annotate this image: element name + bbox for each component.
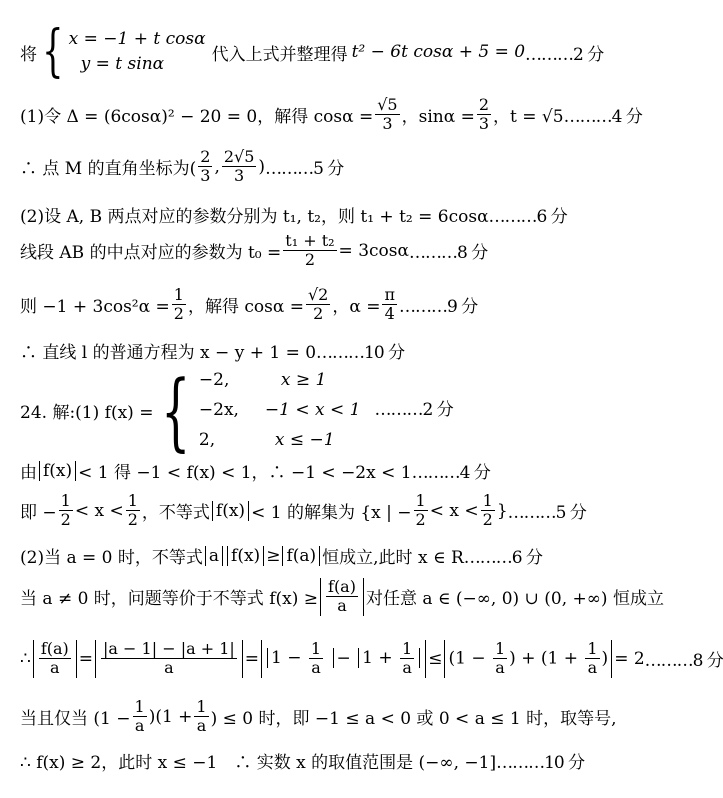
case-row [199,426,453,456]
fraction-numerator: 1 [134,697,145,716]
text-a: (1)令 Δ = (6cosα)² − 20 = 0，解得 cosα = [20,107,374,128]
fraction-sin [477,96,491,134]
fraction-numerator: 1 [494,639,506,658]
left-brace: { [161,361,191,460]
fraction [194,698,208,736]
score: ………10 分 [496,753,585,773]
term: 1 − [455,648,486,669]
text-a: 则 −1 + 3cos²α = [20,297,170,318]
equals: = [244,648,260,669]
line-bound [20,640,723,678]
score: ………6 分 [488,207,567,227]
text: ∴ f(x) ≥ 2，此时 x ≤ −1 ∴ 实数 x 的取值范围是 (−∞, −1] [20,753,497,773]
text-b: 对任意 a ∈ (−∞, 0) ∪ (0, +∞) 恒成立 [365,589,664,610]
absolute-value: f(x) [212,501,249,521]
fraction-denominator: a [402,658,412,678]
fraction-denominator: a [337,596,347,616]
text-d: < 1 的解集为 {x | − [251,503,412,524]
line-line-equation [20,338,404,363]
fraction-denominator: a [311,658,321,678]
absolute-value [358,639,420,678]
fraction-denominator: 2 [304,250,315,270]
fraction-denominator: a [134,716,145,736]
fraction [39,640,71,678]
fraction-numerator: 1 [310,639,322,658]
line-alpha [20,286,477,324]
text-prefix: 将 [20,44,37,65]
term: 1 + [362,648,393,669]
fraction-denominator: 2 [173,304,184,324]
equation-y: y = t sinα [80,54,165,74]
absolute-value: 1 − $\frac{1}{a}$ − 1 + $\frac{1}{a}$ [261,640,426,678]
fraction-cos [375,96,399,134]
fraction-numerator: 1 [60,491,71,510]
fraction-denominator: 2 [313,304,324,324]
fraction-numerator: π [384,285,395,304]
score: ………10 分 [316,343,405,363]
text-b: )(1 + [148,706,193,727]
fraction-numerator: √5 [377,95,398,114]
fraction [585,640,599,678]
absolute-value: f(x) [227,546,264,566]
fraction-denominator: a [196,716,207,736]
text-a: 当且仅当 (1 − [20,709,131,730]
case-value: −2x, [198,399,239,420]
piecewise-cases [199,366,453,455]
fraction-denominator: 3 [200,166,211,186]
text-a: 即 − [20,503,57,524]
line-a-nonzero [20,578,664,616]
fraction-pi [382,286,397,324]
absolute-value: f(a) [282,546,320,566]
fraction [414,492,428,530]
text-a: 由 [20,463,37,483]
term: 1 − [271,648,302,669]
score: ………4 分 [411,463,490,483]
line-from [20,458,490,483]
absolute-value [33,640,77,678]
case-row [199,366,453,396]
fraction-numerator: f(a) [40,639,69,658]
absolute-value: a [205,546,223,566]
text-c: ，t = √5 [493,107,564,128]
fraction-numerator: 2√5 [223,147,255,166]
text-a: 线段 AB 的中点对应的参数为 t₀ = [20,243,282,264]
score: ………5 分 [507,503,586,524]
fraction-root2 [306,286,330,324]
text-a: (2)当 a = 0 时，不等式 [20,548,203,568]
fraction-denominator: a [50,658,60,678]
fraction-half [172,286,186,324]
fraction-numerator: 1 [482,491,493,510]
fraction-denominator: 2 [60,510,71,530]
text-c: = 2 [614,648,645,669]
fraction-numerator: 2 [478,95,490,114]
text-c: ，不等式 [141,503,210,524]
text: ∴ 直线 l 的普通方程为 x − y + 1 = 0 [20,343,317,363]
fraction [309,640,323,678]
score: ………8 分 [644,651,723,672]
fraction-x [198,148,212,186]
left-brace: { [42,19,64,84]
absolute-value [267,639,334,678]
fraction-numerator: |a − 1| − |a + 1| [103,639,235,658]
fraction [59,492,73,530]
case-value: 2, [198,429,216,450]
score: ………9 分 [399,297,478,318]
fraction [326,578,358,616]
score: ………2 分 [374,399,453,420]
fraction [101,640,237,678]
equation-system [69,27,206,78]
fraction-numerator: t₁ + t₂ [285,231,335,250]
line-solution-set [20,492,586,530]
line-a-zero [20,543,542,568]
text-b: < 1 得 −1 < f(x) < 1，∴ −1 < −2x < 1 [78,463,412,483]
fraction [126,492,140,530]
line-piecewise [20,361,453,460]
line-point-m [20,148,343,186]
leq: ≤ [428,648,443,669]
fraction-numerator: f(a) [328,577,356,596]
fraction-denominator: 2 [482,510,493,530]
fraction-numerator: √2 [307,285,329,304]
score: ………2 分 [525,44,604,65]
line-delta [20,96,642,134]
fraction-denominator: 2 [415,510,426,530]
text-c: 恒成立,此时 x ∈ R [322,548,464,568]
line-parametric [20,19,604,84]
fraction-denominator: 3 [478,114,490,134]
text-e: < x < [429,500,479,521]
text-a: 当 a ≠ 0 时，问题等价于不等式 f(x) ≥ [20,589,319,610]
case-condition: x ≤ −1 [274,429,335,450]
absolute-value [95,640,243,678]
line-conclusion [20,748,584,773]
fraction-denominator: a [164,658,174,678]
fraction [133,698,147,736]
case-row [199,396,453,426]
text-b: < x < [74,500,124,521]
fraction [400,640,414,678]
fraction-numerator: 1 [196,697,207,716]
fraction-t0 [283,232,336,270]
fraction-numerator: 1 [402,639,413,658]
text-substitute: 代入上式并整理得 [211,44,348,65]
fraction-numerator: 1 [173,285,184,304]
absolute-value: (1 − $\frac{1}{a}$ ) + (1 + $\frac{1}{a}$ ) [444,640,612,678]
text-b: ≥ [266,545,281,566]
score: ………6 分 [463,548,542,568]
comma: , [214,156,220,177]
fraction-denominator: a [495,658,505,678]
line-equality [20,698,617,736]
fraction-denominator: 3 [382,114,393,134]
text-b: ，解得 cosα = [187,297,304,318]
fraction-y [222,148,257,186]
fraction-denominator: 4 [384,304,395,324]
text-prefix: 24. 解:(1) f(x) = [20,403,154,424]
result-equation: t² − 6t cosα + 5 = 0 [351,42,526,62]
text-f: } [496,500,508,521]
absolute-value: f(x) [39,461,76,481]
text: (2)设 A, B 两点对应的参数分别为 t₁, t₂，则 t₁ + t₂ = 6cosα [20,207,489,227]
absolute-value [320,578,364,616]
term: 1 + [547,648,578,669]
text-b: ，sinα = [401,107,475,128]
equation-x: x = −1 + t cosα [68,28,206,49]
text-a: ∴ 点 M 的直角坐标为( [20,159,197,180]
fraction [481,492,495,530]
score: ………8 分 [408,243,488,264]
score: ………4 分 [563,107,642,128]
fraction-denominator: 3 [234,166,245,186]
text-c: ，α = [332,297,381,318]
score: ………5 分 [265,159,344,180]
equals: = [78,648,94,669]
line-params [20,202,567,227]
case-condition: −1 < x < 1 [264,399,361,420]
close-paren: ) [258,156,266,177]
fraction-numerator: 1 [415,491,426,510]
text-a: ∴ [20,648,31,669]
fraction-numerator: 1 [587,639,598,658]
text-c: ) ≤ 0 时，即 −1 ≤ a < 0 或 0 < a ≤ 1 时，取等号, [210,709,617,730]
case-value: −2, [198,370,230,390]
case-condition: x ≥ 1 [280,370,327,390]
fraction-denominator: 2 [127,510,138,530]
line-midpoint [20,232,487,270]
fraction-numerator: 2 [200,147,211,166]
fraction-denominator: a [587,658,598,678]
fraction [493,640,507,678]
text-b: = 3cosα [338,240,409,261]
fraction-numerator: 1 [127,491,138,510]
